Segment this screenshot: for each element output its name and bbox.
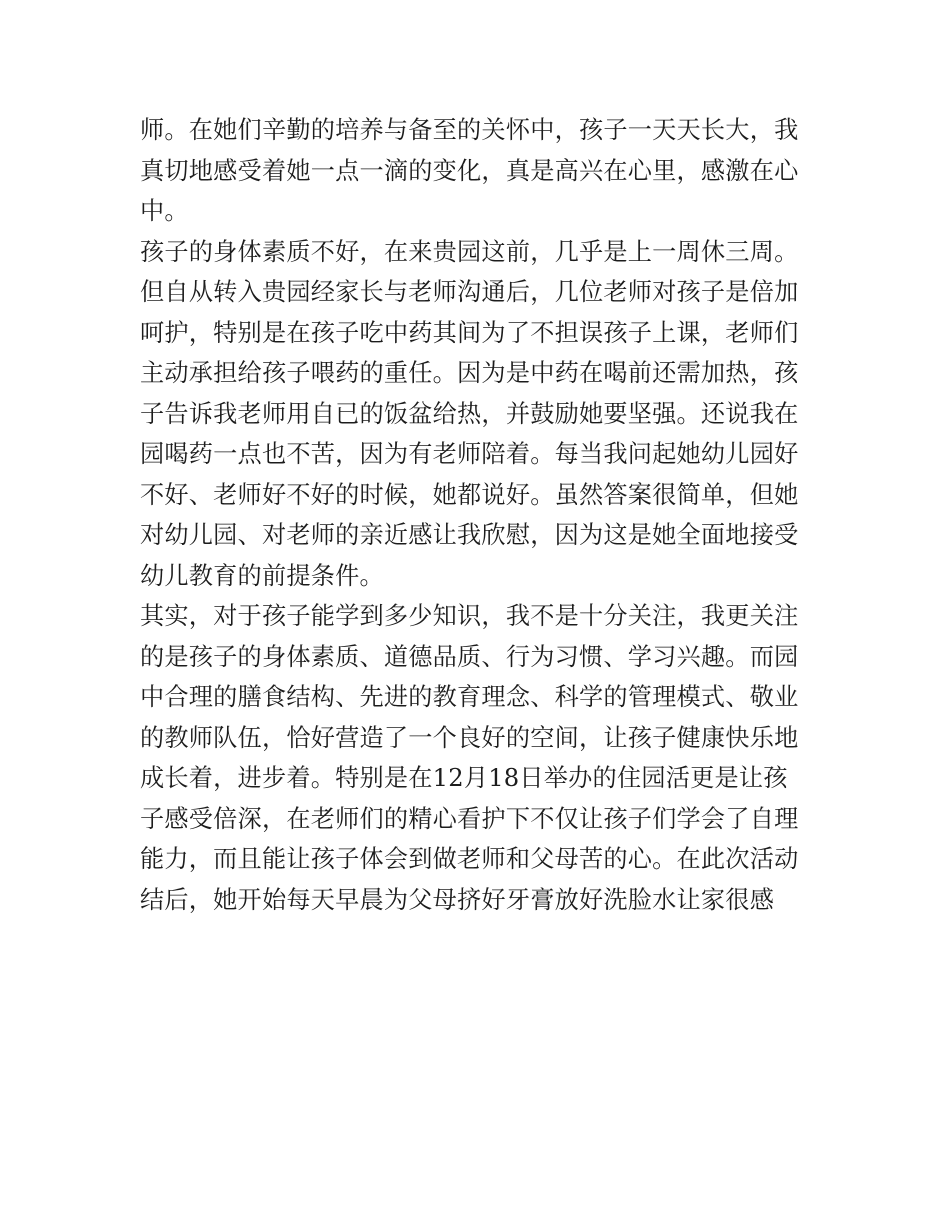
text-line: 的是孩子的身体素质、道德品质、行为习惯、学习兴趣。而园 bbox=[140, 642, 799, 671]
text-line: 园喝药一点也不苦，因为有老师陪着。每当我问起她幼儿园好 bbox=[140, 440, 799, 468]
text-line: 真切地感受着她一点一滴的变化，真是高兴在心里，感激在心 bbox=[140, 156, 799, 185]
text-line: 中。 bbox=[140, 197, 189, 225]
text-line: 对幼儿园、对老师的亲近感让我欣慰，因为这是她全面地接受 bbox=[140, 521, 799, 549]
text-line: 中合理的膳食结构、先进的教育理念、科学的管理模式、敬业 bbox=[140, 683, 799, 711]
text-line: 师。在她们辛勤的培养与备至的关怀中，孩子一天天长大，我 bbox=[140, 116, 799, 144]
text-line: 能力，而且能让孩子体会到做老师和父母苦的心。在此次活动 bbox=[140, 845, 799, 873]
text-line: 成长着，进步着。特别是在12月18日举办的住园活更是让孩 bbox=[140, 764, 788, 792]
text-line: 主动承担给孩子喂药的重任。因为是中药在喝前还需加热，孩 bbox=[140, 359, 799, 387]
text-line: 其实，对于孩子能学到多少知识，我不是十分关注，我更关注 bbox=[140, 602, 799, 630]
text-line: 但自从转入贵园经家长与老师沟通后，几位老师对孩子是倍加 bbox=[140, 278, 799, 306]
text-line: 子感受倍深，在老师们的精心看护下不仅让孩子们学会了自理 bbox=[140, 804, 799, 833]
body-text bbox=[140, 110, 820, 920]
text-line: 呵护，特别是在孩子吃中药其间为了不担误孩子上课，老师们 bbox=[140, 318, 799, 347]
text-line: 幼儿教育的前提条件。 bbox=[140, 561, 384, 590]
text-line: 的教师队伍，恰好营造了一个良好的空间，让孩子健康快乐地 bbox=[140, 723, 799, 752]
text-line: 不好、老师好不好的时候，她都说好。虽然答案很简单，但她 bbox=[140, 480, 799, 509]
text-line: 孩子的身体素质不好，在来贵园这前，几乎是上一周休三周。 bbox=[140, 237, 799, 266]
text-line: 结后，她开始每天早晨为父母挤好牙膏放好洗脸水让家很感 bbox=[140, 885, 775, 914]
text-line: 子告诉我老师用自已的饭盆给热，并鼓励她要坚强。还说我在 bbox=[140, 399, 799, 428]
